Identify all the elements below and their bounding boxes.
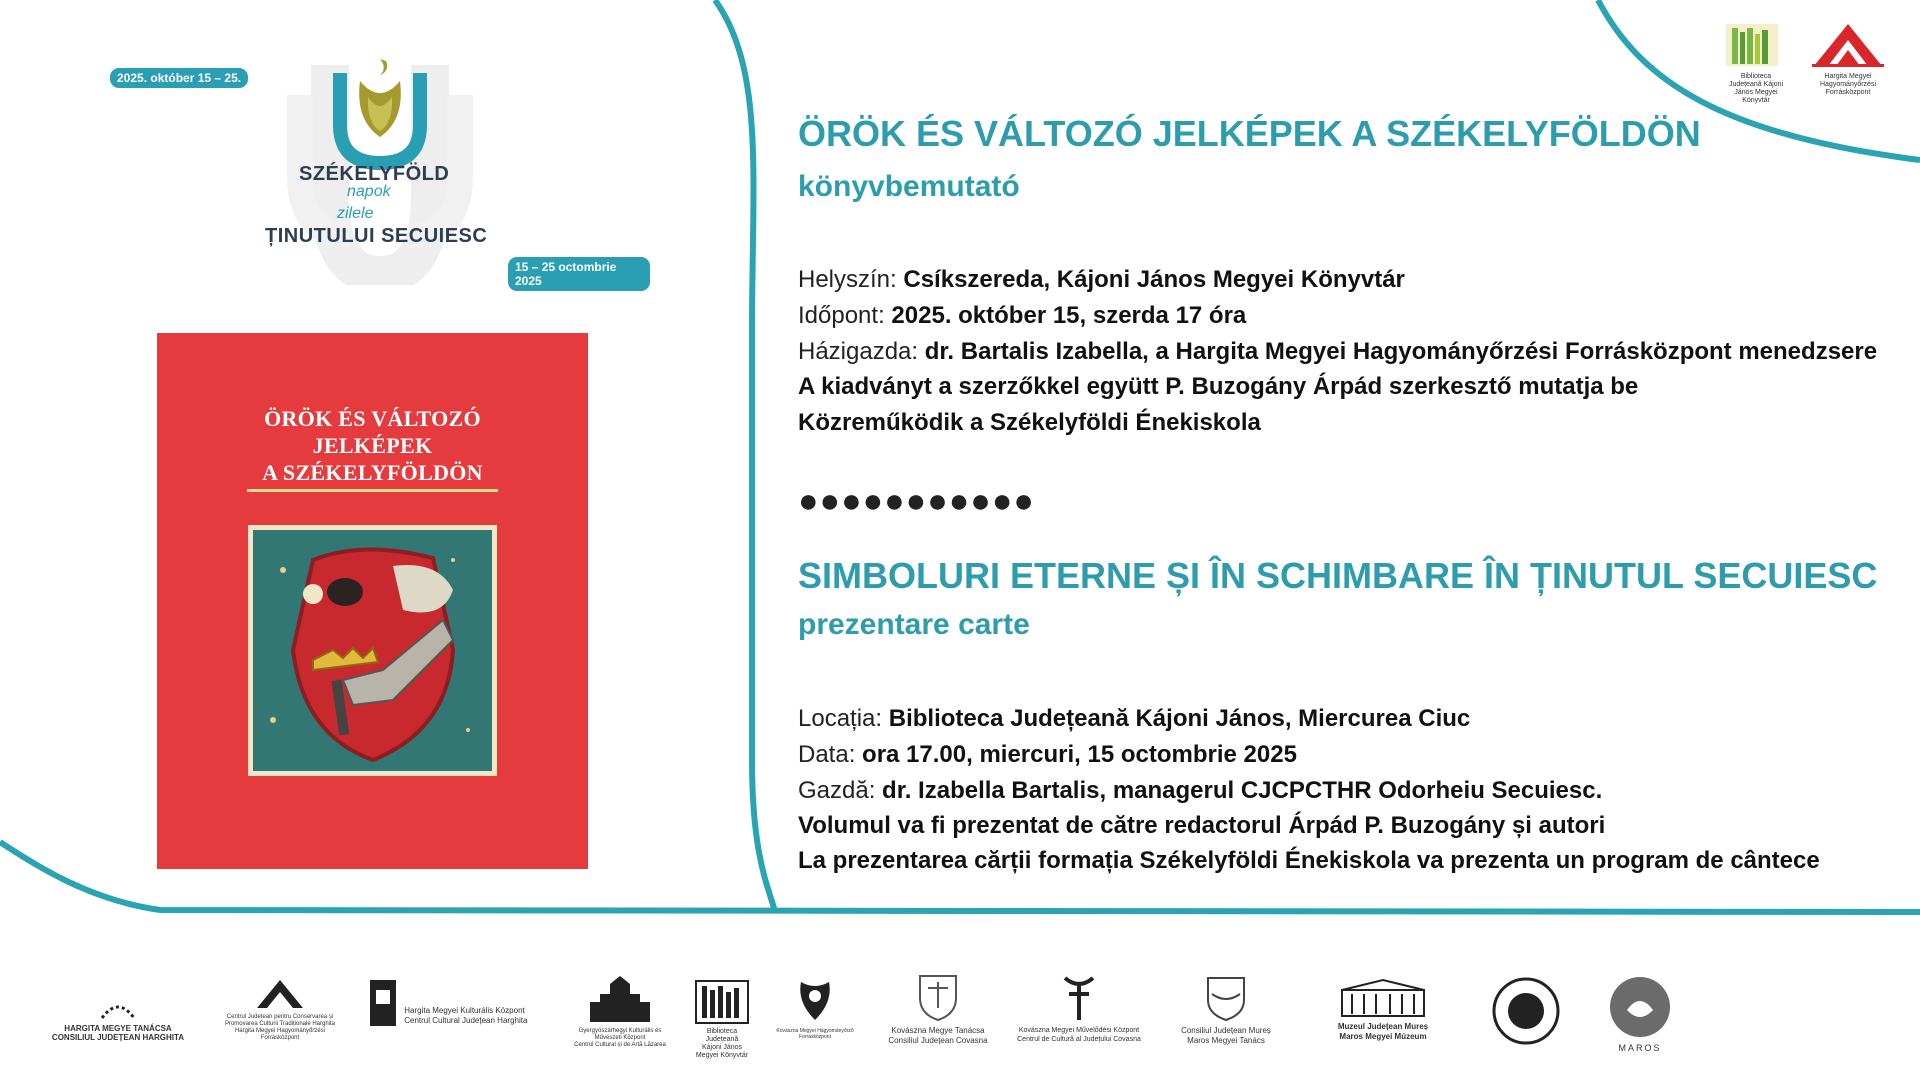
ro-location-label: Locația: bbox=[798, 705, 889, 732]
traditions-logo-text: Hargita Megyei Hagyományőrzési Forrásközpont bbox=[1819, 73, 1877, 96]
festival-date-hu: 2025. október 15 – 25. bbox=[110, 68, 248, 88]
sponsors-strip bbox=[0, 960, 1920, 1070]
hu-participants bbox=[798, 409, 1261, 437]
sponsor-text: Consiliul Județean Mureș Maros Megyei Tanács bbox=[1181, 1026, 1271, 1045]
library-logo bbox=[1724, 22, 1790, 102]
sponsor-text: Kovászna Megyei Művelődési Központ Centrul de Cultură al Județului Covasna bbox=[1017, 1027, 1141, 1043]
ro-presenters bbox=[798, 812, 1605, 840]
hu-title: ÖRÖK ÉS VÁLTOZÓ JELKÉPEK A SZÉKELYFÖLDÖN bbox=[798, 113, 1701, 154]
hu-time bbox=[798, 302, 1246, 330]
ro-date bbox=[798, 741, 1297, 769]
hu-presenters-text: A kiadványt a szerzőkkel együtt P. Buzogány Árpád szerkesztő mutatja be bbox=[798, 373, 1639, 400]
ro-subtitle: prezentare carte bbox=[798, 608, 1030, 641]
book-cover-title-line: ÖRÖK ÉS VÁLTOZÓ bbox=[264, 406, 481, 431]
ro-date-label: Data: bbox=[798, 741, 863, 768]
ro-host-value: dr. Izabella Bartalis, managerul CJCPCTHR Odorheiu Secuiesc. bbox=[882, 777, 1603, 804]
coat-of-arms-illustration bbox=[253, 530, 492, 771]
ro-host bbox=[798, 777, 1602, 805]
festival-name-hu: SZÉKELYFÖLD bbox=[299, 163, 450, 185]
book-cover-title bbox=[157, 405, 588, 486]
sponsor-text: Kovászna Megyei Hagyományőrző Forrásközpont bbox=[776, 1028, 854, 1040]
hu-presenters bbox=[798, 373, 1638, 401]
ro-participants bbox=[798, 847, 1820, 875]
sponsor-text: Biblioteca Județeană Kájoni János Megyei Könyvtár bbox=[695, 1028, 749, 1059]
star-arc-icon bbox=[98, 1000, 138, 1020]
sponsor-text: HARGITA MEGYE TANÁCSA CONSILIUL JUDEȚEAN HARGHITA bbox=[51, 1024, 185, 1042]
sponsor-covasna-traditions bbox=[770, 978, 860, 1040]
hu-participants-text: Közreműködik a Székelyföldi Énekiskola bbox=[798, 409, 1261, 436]
hu-host-label: Házigazda: bbox=[798, 338, 925, 365]
library-books-icon bbox=[1724, 22, 1780, 68]
sponsor-text: Kovászna Megye Tanácsa Consiliul Județean Covasna bbox=[888, 1026, 988, 1045]
maros-circle-icon bbox=[1607, 974, 1673, 1040]
sponsor-lazarea-center bbox=[570, 974, 670, 1049]
festival-name-napok: napok bbox=[347, 183, 391, 200]
sponsor-text: MAROS bbox=[1618, 1043, 1662, 1053]
sponsor-hargita-council bbox=[38, 1000, 198, 1042]
sponsor-teleki-library bbox=[1486, 976, 1566, 1050]
book-cover-title-line: JELKÉPEK bbox=[312, 433, 433, 458]
tree-symbol-icon bbox=[1059, 972, 1099, 1022]
library-logo-text: Biblioteca Județeană Kájoni János Megyei Könyvtár bbox=[1728, 73, 1784, 104]
hu-location bbox=[798, 266, 1405, 294]
ro-participants-text: La prezentarea cărții formația Székelyföldi Énekiskola va prezenta un program de cântece bbox=[798, 847, 1820, 874]
book-cover bbox=[157, 333, 588, 869]
festival-name-zilele: zilele bbox=[337, 205, 374, 222]
traditions-emblem-icon bbox=[1808, 20, 1888, 68]
ro-presenters-text: Volumul va fi prezentat de către redactorul Árpád P. Buzogány și autori bbox=[798, 812, 1606, 839]
hu-location-value: Csíkszereda, Kájoni János Megyei Könyvtár bbox=[903, 266, 1405, 293]
round-seal-icon bbox=[1491, 976, 1561, 1046]
traditions-emblem-icon bbox=[255, 978, 305, 1010]
cultural-center-icon bbox=[370, 980, 396, 1026]
sponsor-text: Centrul Județean pentru Conservarea și Promovarea Culturii Tradiționale Harghita Hargita Megyei Hagyományőrzési Forrásközpont bbox=[224, 1014, 336, 1041]
sponsor-cultural-center bbox=[370, 980, 550, 1026]
hu-location-label: Helyszín: bbox=[798, 266, 904, 293]
section-separator: ●●●●●●●●●●● bbox=[798, 482, 1035, 520]
shield-icon bbox=[916, 972, 960, 1022]
traditions-logo bbox=[1808, 20, 1890, 100]
book-cover-painting bbox=[248, 525, 497, 776]
sponsor-mures-museum bbox=[1320, 978, 1446, 1042]
festival-date-ro: 15 – 25 octombrie 2025 bbox=[508, 257, 650, 291]
hu-time-value: 2025. október 15, szerda 17 óra bbox=[891, 302, 1247, 329]
ro-date-value: ora 17.00, miercuri, 15 octombrie 2025 bbox=[862, 741, 1297, 768]
hu-host bbox=[798, 338, 1877, 366]
sponsor-text: Gyergyószárhegyi Kulturális és Művészeti Központ Centrul Cultural și de Artă Lăzarea bbox=[574, 1028, 666, 1048]
book-cover-divider bbox=[247, 489, 498, 492]
festival-name-ro: ȚINUTULUI SECUIESC bbox=[265, 225, 488, 247]
festival-logo bbox=[110, 45, 650, 288]
ro-location bbox=[798, 705, 1470, 733]
library-books-icon bbox=[695, 980, 749, 1024]
hu-subtitle: könyvbemutató bbox=[798, 170, 1020, 203]
sponsor-text: Muzeul Județean Mureș Maros Megyei Múzeum bbox=[1337, 1022, 1429, 1041]
sponsor-text: Hargita Megyei Kulturális Központ Centrul Cultural Județean Harghita bbox=[404, 1006, 528, 1025]
bird-emblem-icon bbox=[793, 978, 837, 1024]
sponsor-covasna-council bbox=[878, 972, 998, 1046]
hu-time-label: Időpont: bbox=[798, 302, 892, 329]
sponsor-kajoni-library bbox=[690, 980, 754, 1060]
book-cover-title-line: A SZÉKELYFÖLDÖN bbox=[262, 460, 483, 485]
castle-icon bbox=[585, 974, 655, 1024]
museum-building-icon bbox=[1340, 978, 1426, 1018]
sponsor-covasna-culture bbox=[1014, 972, 1144, 1044]
county-crest-icon bbox=[1204, 974, 1248, 1022]
sponsor-mures-council bbox=[1170, 974, 1282, 1046]
ro-host-label: Gazdă: bbox=[798, 777, 883, 804]
sponsor-maros-ensemble bbox=[1600, 974, 1680, 1053]
hu-host-value: dr. Bartalis Izabella, a Hargita Megyei Hagyományőrzési Forrásközpont menedzsere bbox=[924, 338, 1878, 365]
ro-title: SIMBOLURI ETERNE ȘI ÎN SCHIMBARE ÎN ȚINUTUL SECUIESC bbox=[798, 555, 1878, 596]
ro-location-value: Biblioteca Județeană Kájoni János, Miercurea Ciuc bbox=[888, 705, 1471, 732]
sponsor-traditions-center bbox=[218, 978, 342, 1042]
